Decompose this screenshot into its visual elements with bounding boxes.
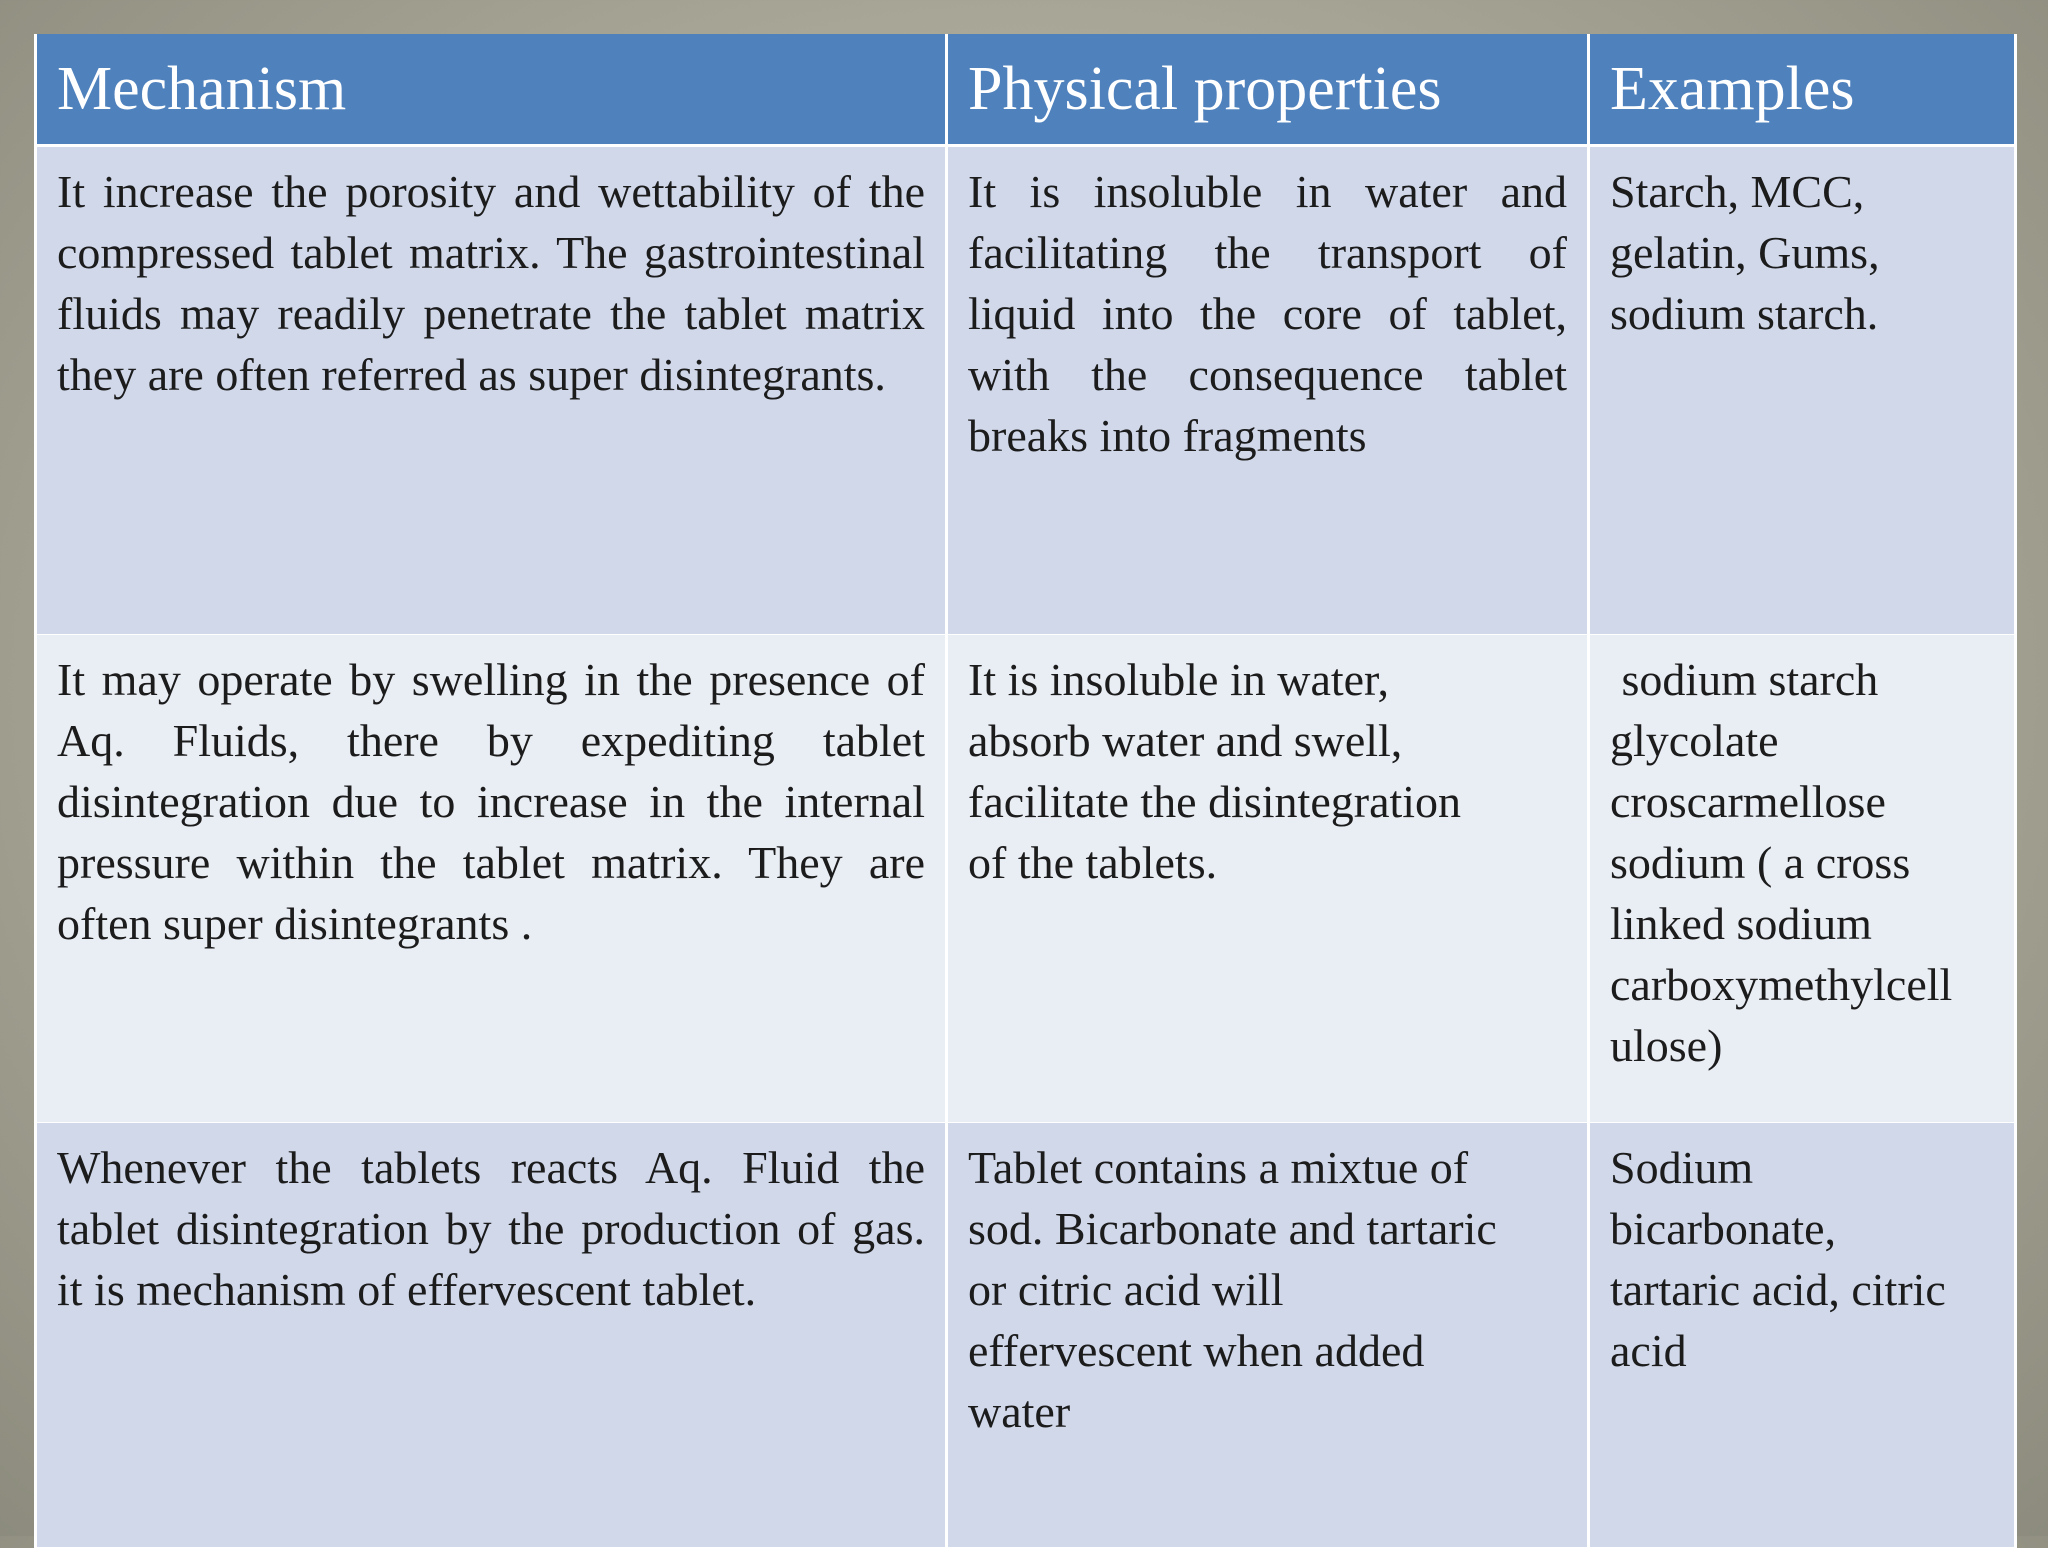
disintegrants-table <box>34 34 2017 1548</box>
header-physical-properties: Physical properties <box>947 34 1589 146</box>
examples-cell: sodium starch glycolate croscarmellose sodium ( a cross linked sodium carboxymethylcell ulose) <box>1589 635 2016 1123</box>
examples-cell: Starch, MCC, gelatin, Gums, sodium starch. <box>1589 146 2016 635</box>
physical-properties-cell: It is insoluble in water and facilitating the transport of liquid into the core of tablet, with the consequence tablet breaks into fragments <box>947 146 1589 635</box>
header-mechanism: Mechanism <box>36 34 947 146</box>
table-row <box>36 1123 2016 1548</box>
physical-properties-cell: It is insoluble in water, absorb water and swell, facilitate the disintegration of the tablets. <box>947 635 1589 1123</box>
header-examples: Examples <box>1589 34 2016 146</box>
table-header <box>36 34 2016 146</box>
mechanism-cell: It increase the porosity and wettability of the compressed tablet matrix. The gastrointestinal fluids may readily penetrate the tablet matrix they are often referred as super disintegrants. <box>36 146 947 635</box>
table-row <box>36 146 2016 635</box>
header-row <box>36 34 2016 146</box>
physical-properties-cell: Tablet contains a mixtue of sod. Bicarbonate and tartaric or citric acid will effervescent when added water <box>947 1123 1589 1548</box>
mechanism-cell: It may operate by swelling in the presence of Aq. Fluids, there by expediting tablet disintegration due to increase in the internal pressure within the tablet matrix. They are often super disintegrants . <box>36 635 947 1123</box>
table-body <box>36 146 2016 1548</box>
table-row <box>36 635 2016 1123</box>
examples-cell: Sodium bicarbonate, tartaric acid, citric acid <box>1589 1123 2016 1548</box>
mechanism-cell: Whenever the tablets reacts Aq. Fluid the tablet disintegration by the production of gas. it is mechanism of effervescent tablet. <box>36 1123 947 1548</box>
